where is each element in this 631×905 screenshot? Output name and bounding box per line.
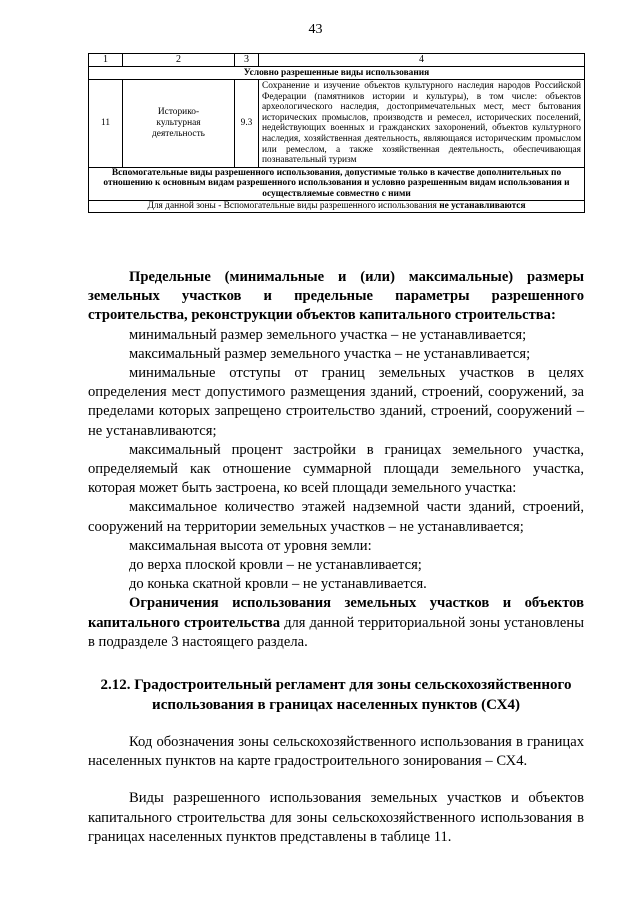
parameter-line: максимальный процент застройки в границах земельного участка, определяемый как отношение суммарной площади земельного участка, которая может быть застроена, ко всей площади земельного участка:: [88, 441, 584, 497]
parameter-line: до конька скатной кровли – не устанавливается.: [129, 576, 427, 593]
table-note: [89, 200, 585, 212]
parameters-heading: Предельные (минимальные и (или) максимальные) размеры земельных участков и предельные параметры разрешенного строительства, реконструкции объектов капитального строительства:: [88, 269, 584, 324]
table-header-cell: 1: [89, 54, 123, 67]
restrictions-rest: для данной территориальной зоны установлены в подразделе 3 настоящего раздела.: [88, 614, 584, 650]
parameter-line: максимальное количество этажей надземной части зданий, строений, сооружений на территории земельных участков – не устанавливается;: [88, 499, 584, 535]
table-header-row: [89, 54, 585, 67]
table-note-bold: не устанавливаются: [439, 200, 526, 211]
row-use-code: 9.3: [235, 80, 259, 168]
table-header-cell: 4: [259, 54, 585, 67]
parameters-block: [88, 268, 584, 652]
parameter-line: до верха плоской кровли – не устанавливается;: [129, 557, 422, 574]
page-number: 43: [308, 22, 323, 37]
table-note-prefix: Для данной зоны - Вспомогательные виды разрешенного использования: [147, 200, 437, 211]
parameter-line: минимальный размер земельного участка – не устанавливается;: [129, 326, 527, 343]
row-use-description: Сохранение и изучение объектов культурного наследия народов Российской Федерации (памятников истории и культуры), в том числе: объектов археологического наследия, достопримечательных мест, мест бытования исторических промыслов, производств и ремесел, исторических поселений, недействующих военных и гражданских захоронений, объектов культурного наследия, хозяйственная деятельность, являющаяся историческим промыслом или ремеслом, а также хозяйственная деятельность, обеспечивающая познавательный туризм: [259, 80, 585, 168]
table-aux-title: Вспомогательные виды разрешенного использования, допустимые только в качестве дополнительных по отношению к основным видам разрешенного использования и условно разрешенным видам использования и осуществляемые совместно с ними: [89, 167, 585, 200]
parameter-line: максимальная высота от уровня земли:: [129, 537, 372, 554]
permitted-use-table: [88, 53, 585, 213]
parameter-line: максимальный размер земельного участка – не устанавливается;: [129, 345, 531, 362]
table-aux-row: [89, 167, 585, 200]
restrictions-paragraph: [88, 594, 584, 652]
table-section-title: Условно разрешенные виды использования: [89, 67, 585, 80]
section-paragraph: Виды разрешенного использования земельных участков и объектов капитального строительства для зоны сельскохозяйственного использования в границах населенных пунктов представлены в таблице 11.: [88, 790, 584, 845]
row-number: 11: [89, 80, 123, 168]
restrictions-bold: Ограничения использования земельных участков и объектов капитального строительства: [88, 595, 584, 631]
table-header-cell: 2: [123, 54, 235, 67]
row-use-name: Историко-культурная деятельность: [123, 80, 235, 168]
section-paragraph: Код обозначения зоны сельскохозяйственного использования в границах населенных пунктов на карте градостроительного зонирования – СХ4.: [88, 734, 584, 770]
table-note-row: [89, 200, 585, 212]
parameter-line: минимальные отступы от границ земельных участков в целях определения мест допустимого размещения зданий, строений, сооружений, за пределами которых запрещено строительство зданий, строений, сооружений – не устанавливаются;: [88, 365, 584, 439]
section-heading: 2.12. Градостроительный регламент для зоны сельскохозяйственного использования в границах населенных пунктов (СХ4): [100, 677, 572, 713]
section-body: [88, 733, 584, 847]
table-section-row: [89, 67, 585, 80]
table-row: [89, 80, 585, 168]
table-header-cell: 3: [235, 54, 259, 67]
